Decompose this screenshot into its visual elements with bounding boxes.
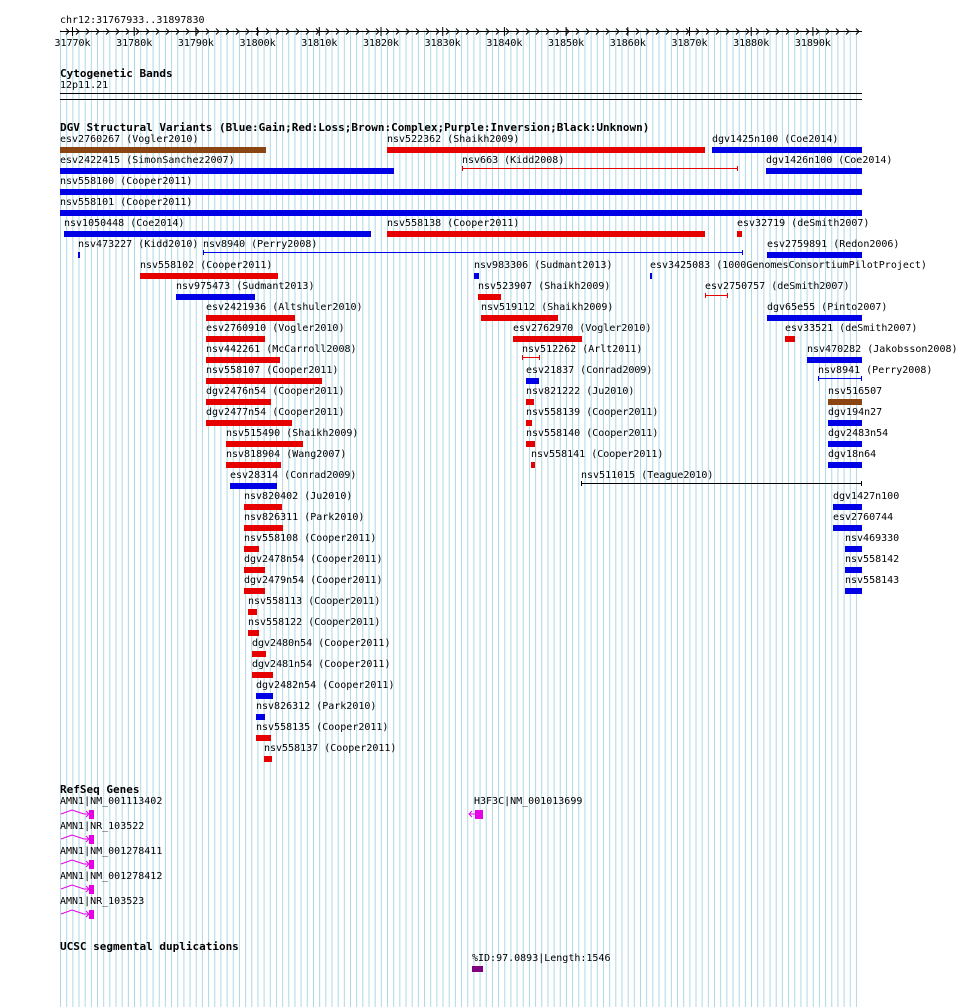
dgv-feature-label[interactable]: dgv2479n54 (Cooper2011) [244, 575, 383, 586]
dgv-feature-bar[interactable] [828, 462, 862, 468]
dgv-feature-label[interactable]: esv21837 (Conrad2009) [526, 365, 653, 376]
dgv-feature-bar[interactable] [828, 399, 862, 405]
dgv-feature-label[interactable]: nsv558138 (Cooper2011) [387, 218, 520, 229]
cytoband-label: 12p11.21 [60, 80, 109, 91]
dgv-feature-label[interactable]: nsv470282 (Jakobsson2008) [807, 344, 958, 355]
dgv-feature-label[interactable]: nsv519112 (Shaikh2009) [481, 302, 614, 313]
refseq-gene-label[interactable]: AMN1|NR_103523 [60, 896, 145, 907]
refseq-gene-model[interactable] [467, 808, 507, 822]
dgv-feature-label[interactable]: esv2759891 (Redon2006) [767, 239, 900, 250]
dgv-feature-bar[interactable] [244, 567, 265, 573]
dgv-feature-bar[interactable] [206, 420, 292, 426]
dgv-feature-bar[interactable] [737, 231, 742, 237]
dgv-feature-bar[interactable] [845, 588, 862, 594]
dgv-feature-label[interactable]: nsv558122 (Cooper2011) [248, 617, 381, 628]
dgv-feature-bar[interactable] [705, 293, 728, 298]
dgv-feature-bar[interactable] [526, 441, 535, 447]
dgv-feature-bar[interactable] [244, 504, 282, 510]
dgv-feature-bar[interactable] [256, 693, 273, 699]
dgv-feature-label[interactable]: nsv558142 [845, 554, 900, 565]
dgv-feature-bar[interactable] [244, 525, 283, 531]
ruler-tick-label: 31790k [177, 38, 214, 49]
dgv-feature-bar[interactable] [206, 378, 322, 384]
ruler-tick-label: 31800k [239, 38, 276, 49]
cytoband-band-bottom [60, 99, 862, 100]
dgv-feature-label[interactable]: nsv558102 (Cooper2011) [140, 260, 273, 271]
segdup-feature-label[interactable]: %ID:97.0893|Length:1546 [472, 953, 611, 964]
dgv-feature-bar[interactable] [206, 315, 295, 321]
dgv-feature-label[interactable]: nsv558141 (Cooper2011) [531, 449, 664, 460]
dgv-feature-bar[interactable] [60, 168, 394, 174]
dgv-feature-bar[interactable] [226, 441, 303, 447]
refseq-gene-label[interactable]: AMN1|NM_001278412 [60, 871, 163, 882]
dgv-feature-label[interactable]: nsv523907 (Shaikh2009) [478, 281, 611, 292]
dgv-feature-bar[interactable] [248, 630, 259, 636]
dgv-feature-label[interactable]: nsv826311 (Park2010) [244, 512, 365, 523]
dgv-feature-label[interactable]: dgv2480n54 (Cooper2011) [252, 638, 391, 649]
dgv-feature-label[interactable]: dgv2482n54 (Cooper2011) [256, 680, 395, 691]
dgv-feature-bar[interactable] [206, 336, 265, 342]
dgv-feature-bar[interactable] [244, 546, 259, 552]
ruler-tick-label: 31810k [301, 38, 338, 49]
dgv-feature-label[interactable]: nsv558139 (Cooper2011) [526, 407, 659, 418]
dgv-feature-bar[interactable] [176, 294, 255, 300]
dgv-feature-bar[interactable] [230, 483, 277, 489]
dgv-feature-label[interactable]: esv2760910 (Vogler2010) [206, 323, 345, 334]
dgv-feature-label[interactable]: dgv18n64 [828, 449, 877, 460]
dgv-feature-label[interactable]: nsv442261 (McCarroll2008) [206, 344, 357, 355]
dgv-feature-label[interactable]: nsv820402 (Ju2010) [244, 491, 353, 502]
dgv-feature-label[interactable]: esv32719 (deSmith2007) [737, 218, 870, 229]
dgv-feature-bar[interactable] [481, 315, 558, 321]
dgv-feature-label[interactable]: dgv2478n54 (Cooper2011) [244, 554, 383, 565]
dgv-feature-label[interactable]: nsv558135 (Cooper2011) [256, 722, 389, 733]
dgv-feature-bar[interactable] [522, 355, 540, 360]
dgv-feature-label[interactable]: dgv2483n54 [828, 428, 889, 439]
position-label: chr12:31767933..31897830 [60, 15, 205, 26]
dgv-feature-label[interactable]: nsv558107 (Cooper2011) [206, 365, 339, 376]
dgv-feature-label[interactable]: esv28314 (Conrad2009) [230, 470, 357, 481]
dgv-feature-bar[interactable] [203, 250, 743, 255]
dgv-feature-bar[interactable] [226, 462, 281, 468]
refseq-gene-model[interactable] [60, 858, 100, 872]
dgv-feature-label[interactable]: nsv516507 [828, 386, 883, 397]
dgv-feature-bar[interactable] [248, 609, 257, 615]
dgv-feature-span-line [706, 295, 727, 296]
dgv-feature-bar[interactable] [140, 273, 278, 279]
dgv-feature-span-line [582, 483, 861, 484]
dgv-feature-bar[interactable] [807, 357, 862, 363]
dgv-feature-bar[interactable] [785, 336, 795, 342]
dgv-feature-bar[interactable] [387, 231, 705, 237]
segdup-feature-bar[interactable] [472, 966, 483, 972]
dgv-feature-label[interactable]: nsv511015 (Teague2010) [581, 470, 714, 481]
dgv-track-title: DGV Structural Variants (Blue:Gain;Red:Loss;Brown:Complex;Purple:Inversion;Black:Unknown) [60, 121, 650, 134]
dgv-feature-label[interactable]: esv2762970 (Vogler2010) [513, 323, 652, 334]
dgv-feature-bar[interactable] [252, 672, 273, 678]
dgv-feature-label[interactable]: dgv1427n100 [833, 491, 900, 502]
dgv-feature-label[interactable]: nsv469330 [845, 533, 900, 544]
refseq-gene-label[interactable]: H3F3C|NM_001013699 [474, 796, 583, 807]
ruler-tick-label: 31830k [424, 38, 461, 49]
dgv-feature-label[interactable]: nsv473227 (Kidd2010) [78, 239, 199, 250]
dgv-feature-label[interactable]: dgv194n27 [828, 407, 883, 418]
dgv-feature-bar[interactable] [581, 481, 862, 486]
dgv-feature-bar[interactable] [60, 189, 862, 195]
dgv-feature-label[interactable]: nsv515490 (Shaikh2009) [226, 428, 359, 439]
dgv-feature-bar[interactable] [767, 252, 862, 258]
dgv-feature-label[interactable]: esv2422415 (SimonSanchez2007) [60, 155, 235, 166]
dgv-feature-bar[interactable] [256, 735, 271, 741]
dgv-feature-label[interactable]: nsv983306 (Sudmant2013) [474, 260, 613, 271]
dgv-feature-label[interactable]: nsv558113 (Cooper2011) [248, 596, 381, 607]
dgv-feature-label[interactable]: dgv2481n54 (Cooper2011) [252, 659, 391, 670]
ruler-tick-label: 31840k [486, 38, 523, 49]
dgv-feature-bar[interactable] [833, 504, 862, 510]
dgv-feature-bar[interactable] [206, 357, 280, 363]
dgv-feature-bar[interactable] [845, 546, 862, 552]
dgv-feature-bar[interactable] [712, 147, 862, 153]
dgv-feature-label[interactable]: dgv1425n100 (Coe2014) [712, 134, 839, 145]
refseq-gene-model[interactable] [60, 808, 100, 822]
dgv-feature-label[interactable]: nsv8940 (Perry2008) [203, 239, 318, 250]
dgv-feature-bar[interactable] [650, 273, 652, 279]
dgv-feature-label[interactable]: nsv663 (Kidd2008) [462, 155, 565, 166]
dgv-feature-bar[interactable] [526, 399, 534, 405]
dgv-feature-bar[interactable] [833, 525, 862, 531]
dgv-feature-bar[interactable] [478, 294, 501, 300]
dgv-feature-label[interactable]: nsv558101 (Cooper2011) [60, 197, 193, 208]
dgv-feature-label[interactable]: nsv558143 [845, 575, 900, 586]
dgv-feature-bar[interactable] [60, 210, 862, 216]
dgv-feature-label[interactable]: esv2760267 (Vogler2010) [60, 134, 199, 145]
cytoband-track-title: Cytogenetic Bands [60, 67, 173, 80]
dgv-feature-bar[interactable] [252, 651, 266, 657]
refseq-gene-label[interactable]: AMN1|NR_103522 [60, 821, 145, 832]
dgv-feature-label[interactable]: esv3425083 (1000GenomesConsortiumPilotProject) [650, 260, 927, 271]
ruler [0, 25, 890, 49]
dgv-feature-bar[interactable] [845, 567, 862, 573]
refseq-gene-label[interactable]: AMN1|NM_001278411 [60, 846, 163, 857]
dgv-feature-span-line [463, 168, 737, 169]
dgv-feature-bar[interactable] [818, 376, 862, 381]
segdup-track-title: UCSC segmental duplications [60, 940, 239, 953]
dgv-feature-label[interactable]: nsv826312 (Park2010) [256, 701, 377, 712]
dgv-feature-bar[interactable] [526, 378, 539, 384]
dgv-feature-bar[interactable] [244, 588, 265, 594]
ruler-tick-label: 31870k [671, 38, 708, 49]
dgv-feature-label[interactable]: nsv512262 (Arlt2011) [522, 344, 643, 355]
dgv-feature-bar[interactable] [462, 166, 738, 171]
dgv-feature-bar[interactable] [766, 168, 862, 174]
dgv-feature-label[interactable]: dgv2477n54 (Cooper2011) [206, 407, 345, 418]
dgv-feature-label[interactable]: nsv558100 (Cooper2011) [60, 176, 193, 187]
dgv-feature-label[interactable]: nsv1050448 (Coe2014) [64, 218, 185, 229]
dgv-feature-label[interactable]: dgv2476n54 (Cooper2011) [206, 386, 345, 397]
refseq-gene-model[interactable] [60, 908, 100, 922]
dgv-feature-bar[interactable] [256, 714, 265, 720]
ruler-tick-label: 31890k [794, 38, 831, 49]
dgv-feature-label[interactable]: nsv558140 (Cooper2011) [526, 428, 659, 439]
dgv-feature-bar[interactable] [513, 336, 582, 342]
ruler-tick-label: 31850k [548, 38, 585, 49]
refseq-gene-label[interactable]: AMN1|NM_001113402 [60, 796, 163, 807]
dgv-feature-bar[interactable] [206, 399, 271, 405]
dgv-feature-bar[interactable] [78, 252, 80, 258]
dgv-feature-label[interactable]: dgv1426n100 (Coe2014) [766, 155, 893, 166]
dgv-feature-label[interactable]: esv2421936 (Altshuler2010) [206, 302, 363, 313]
refseq-track-title: RefSeq Genes [60, 783, 140, 796]
dgv-feature-label[interactable]: nsv8941 (Perry2008) [818, 365, 933, 376]
dgv-feature-bar[interactable] [828, 420, 862, 426]
dgv-feature-bar[interactable] [474, 273, 479, 279]
dgv-feature-span-line [523, 357, 539, 358]
dgv-feature-label[interactable]: nsv522362 (Shaikh2009) [387, 134, 520, 145]
refseq-gene-model[interactable] [60, 833, 100, 847]
dgv-feature-bar[interactable] [264, 756, 272, 762]
dgv-feature-label[interactable]: nsv558137 (Cooper2011) [264, 743, 397, 754]
ruler-tick-label: 31820k [362, 38, 400, 49]
dgv-feature-bar[interactable] [531, 462, 535, 468]
dgv-feature-label[interactable]: nsv975473 (Sudmant2013) [176, 281, 315, 292]
dgv-feature-bar[interactable] [526, 420, 532, 426]
dgv-feature-bar[interactable] [64, 231, 371, 237]
dgv-feature-label[interactable]: esv2750757 (deSmith2007) [705, 281, 850, 292]
refseq-gene-model[interactable] [60, 883, 100, 897]
dgv-feature-label[interactable]: nsv818904 (Wang2007) [226, 449, 347, 460]
dgv-feature-span-line [204, 252, 742, 253]
dgv-feature-bar[interactable] [828, 441, 862, 447]
dgv-feature-label[interactable]: nsv558108 (Cooper2011) [244, 533, 377, 544]
dgv-feature-span-line [819, 378, 861, 379]
dgv-feature-label[interactable]: dgv65e55 (Pinto2007) [767, 302, 888, 313]
ruler-tick-label: 31880k [733, 38, 770, 49]
dgv-feature-label[interactable]: esv2760744 [833, 512, 894, 523]
dgv-feature-label[interactable]: nsv821222 (Ju2010) [526, 386, 635, 397]
ruler-tick-label: 31780k [116, 38, 153, 49]
dgv-feature-bar[interactable] [387, 147, 705, 153]
dgv-feature-bar[interactable] [767, 315, 862, 321]
dgv-feature-bar[interactable] [60, 147, 266, 153]
cytoband-band [60, 93, 862, 94]
ruler-tick-label: 31860k [609, 38, 646, 49]
dgv-feature-label[interactable]: esv33521 (deSmith2007) [785, 323, 918, 334]
ruler-tick-label: 31770k [54, 38, 91, 49]
